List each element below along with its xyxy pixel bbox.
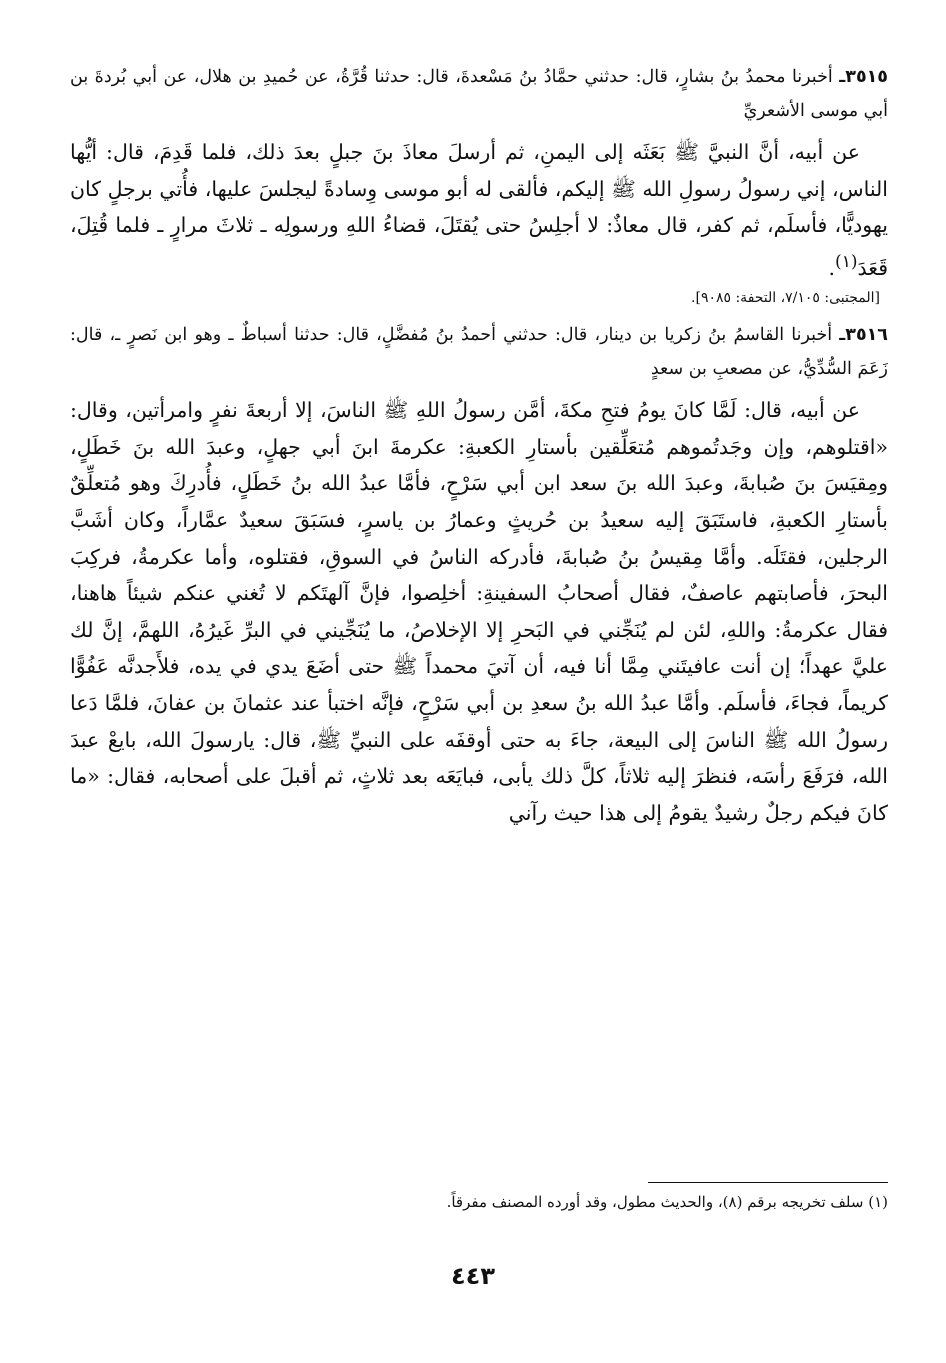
page-body <box>70 60 888 831</box>
hadith-3515-reference: [المجتبى: ٧/١٠٥، التحفة: ٩٠٨٥]. <box>691 290 880 307</box>
page-number: ٤٤٣ <box>451 1262 495 1290</box>
hadith-number: ٣٥١٦ <box>845 325 888 346</box>
hadith-3516 <box>70 318 888 831</box>
footnote-divider <box>648 1182 888 1183</box>
isnad-text: أخبرنا القاسمُ بنُ زكريا بن دينار، قال: حدثني أحمدُ بنُ مُفضَّلٍ، قال: حدثنا أسباطٌ ـ وهو ابن نَصرٍ ـ، قال: زَعَمَ السُّدِّيُّ، عن مصعبِ بن سعدٍ <box>70 325 888 380</box>
matn-text: عن أبيه، أنَّ النبيَّ ﷺ بَعَثَه إلى اليمنِ، ثم أرسلَ معاذَ بنَ جبلٍ بعدَ ذلك، فلما قَدِمَ، قال: أيُّها الناس، إني رسولُ رسولِ الله ﷺ إليكم، فألقى له أبو موسى وِسادةً ليجلسَ عليها، فأُتي برجلٍ كان يهوديًّا، فأسلَم، ثم كفر، قال معاذٌ: لا أجلِسُ حتى يُقتَلَ، قضاءُ اللهِ ورسولِه ـ ثلاثَ مرارٍ ـ فلما قُتِلَ، قَعَدَ <box>70 140 888 280</box>
number-dash: ـ <box>839 325 846 346</box>
footnote: (١) سلف تخريجه برقم (٨)، والحديث مطول، وقد أورده المصنف مفرقاً. <box>446 1193 888 1211</box>
footnote-marker: (١) <box>835 251 858 272</box>
number-dash: ـ <box>839 67 846 87</box>
hadith-3516-isnad <box>70 318 888 386</box>
hadith-3515 <box>70 60 888 310</box>
hadith-number: ٣٥١٥ <box>845 67 888 87</box>
hadith-3515-isnad <box>70 60 888 128</box>
hadith-3515-matn: عن أبيه، أنَّ النبيَّ ﷺ بَعَثَه إلى اليمنِ، ثم أرسلَ معاذَ بنَ جبلٍ بعدَ ذلك، فلما قَدِمَ، قال: أيُّها الناس، إني رسولُ رسولِ الله ﷺ إليكم، فألقى له أبو موسى وِسادةً ليجلسَ عليها، فأُتي برجلٍ كان يهوديًّا، فأسلَم، ثم كفر، قال معاذٌ: لا أجلِسُ حتى يُقتَلَ، قضاءُ اللهِ ورسولِه ـ ثلاثَ مرارٍ ـ فلما قُتِلَ، قَعَدَ$^{(١)}$. <box>70 140 888 280</box>
isnad-text: أخبرنا محمدُ بنُ بشارٍ، قال: حدثني حمَّادُ بنُ مَسْعدةَ، قال: حدثنا قُرَّةُ، عن حُميدِ بن هلال، عن أبي بُردةَ بن أبي موسى الأشعريِّ <box>70 67 888 121</box>
hadith-3516-matn: عن أبيه، قال: لَمَّا كانَ يومُ فتحِ مكةَ، أمَّن رسولُ اللهِ ﷺ الناسَ، إلا أربعةَ نفرٍ وامرأتين، وقال: «اقتلوهم، وإن وجَدتُموهم مُتعَلِّقين بأستارِ الكعبةِ: عكرمةَ ابنَ أبي جهلٍ، وعبدَ الله بنَ خَطَلٍ، ومِقيَسَ بنَ صُبابةَ، وعبدَ الله بنَ سعد ابن أبي سَرْحٍ، فأمَّا عبدُ الله بنُ خَطَلٍ، فأُدرِكَ وهو مُتعلِّقٌ بأستارِ الكعبةِ، فاستَبَقَ إليه سعيدُ بن حُريثٍ وعمارُ بن ياسرٍ، فسَبَقَ سعيدٌ عمَّاراً، وكان أشَبَّ الرجلين، فقتَلَه. وأمَّا مِقيسُ بنُ صُبابةَ، فأدركه الناسُ في السوقِ، فقتلوه، وأما عكرمةُ، فركِبَ البحرَ، فأصابتهم عاصفٌ، فقال أصحابُ السفينةِ: أخلِصوا، فإنَّ آلهتَكم لا تُغني عنكم شيئاً هاهنا، فقال عكرمةُ: واللهِ، لئن لم يُنَجِّني في البَحرِ إلا الإخلاصُ، ما يُنَجِّيني في البرِّ غَيرُهُ، اللهمَّ، إنَّ لك عليَّ عهداً؛ إن أنت عافيتَني مِمَّا أنا فيه، أن آتيَ محمداً ﷺ حتى أضَعَ يدي في يده، فلأَجدنَّه عَفُوًّا كريماً، فجاءَ، فأسلَم. وأمَّا عبدُ الله بنُ سعدِ بن أبي سَرْحٍ، فإنَّه اختبأ عند عثمانَ بن عفانَ، فلمَّا دَعا رسولُ الله ﷺ الناسَ إلى البيعة، جاءَ به حتى أوقفَه على النبيِّ ﷺ، قال: يارسولَ الله، بايعْ عبدَ الله، فرَفَعَ رأسَه، فنظرَ إليه ثلاثاً، كلَّ ذلك يأبى، فبايَعَه بعد ثلاثٍ، ثم أقبلَ على أصحابه، فقال: «ما كانَ فيكم رجلٌ رشيدٌ يقومُ إلى هذا حيث رآني <box>70 398 889 825</box>
